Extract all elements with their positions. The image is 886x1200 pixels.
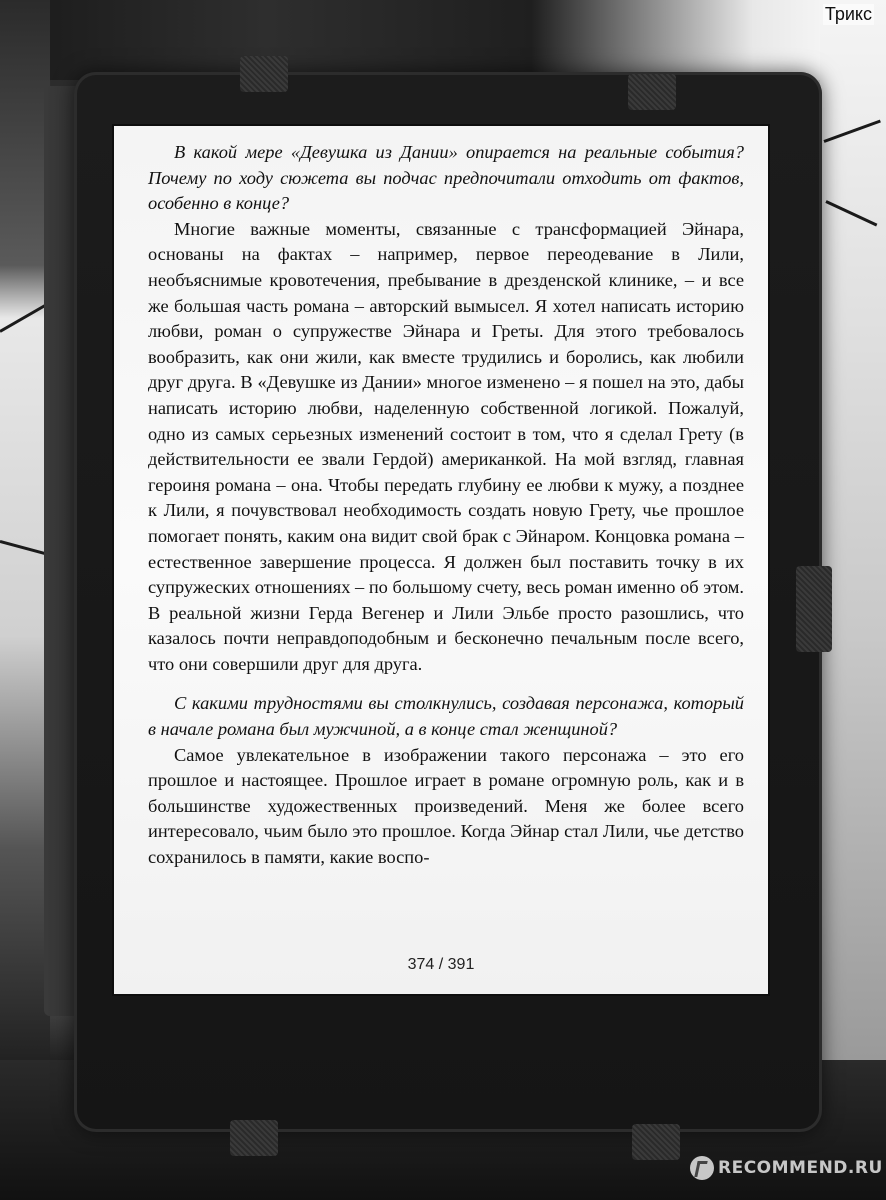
page-number: 374 / 391 (407, 956, 475, 973)
interview-question: С какими трудностями вы столкнулись, создавая персонажа, который в начале романа был мужчиной, а в конце стал женщиной? (148, 693, 744, 740)
cover-strap (628, 74, 676, 110)
watermark-text: RECOMMEND.RU (718, 1158, 883, 1178)
book-page-text (148, 140, 744, 871)
cover-strap (240, 56, 288, 92)
cover-strap-side (796, 566, 832, 652)
background-top (0, 0, 886, 80)
recommend-logo-icon (690, 1156, 714, 1180)
cover-strap (632, 1124, 680, 1160)
background-snow-left (0, 0, 50, 1060)
interview-answer: Самое увлекательное в изображении такого персонажа – это его прошлое и настоящее. Прошлое играет в романе огромную роль, как и в большинстве художественных произведений. Меня же более всего интересовало, чьим было это прошлое. Когда Эйнар стал Лили, чье детство сохранилось в памяти, какие воспо- (148, 744, 744, 868)
interview-question: В какой мере «Девушка из Дании» опирается на реальные события? Почему по ходу сюжета вы подчас предпочитали отходить от фактов, особенно в конце? (148, 142, 744, 214)
ereader-screen[interactable] (112, 124, 770, 996)
watermark (690, 1156, 883, 1180)
cover-strap (230, 1120, 278, 1156)
interview-answer: Многие важные моменты, связанные с трансформацией Эйнара, основаны на фактах – например, первое переодевание в Лили, необъяснимые кровотечения, пребывание в дрезденской клинике, – и все же большая часть романа – авторский вымысел. Я хотел написать историю любви, роман о супружестве Эйнара и Греты. Для этого требовалось вообразить, как они жили, как вместе трудились и боролись, как любили друг друга. В «Девушке из Дании» многое изменено – я пошел на это, дабы написать историю любви, наделенную собственной логикой. Пожалуй, одно из самых серьезных изменений состоит в том, что я сделал Грету (в действительности ее звали Гердой) американкой. На мой взгляд, главная героиня романа – она. Чтобы передать глубину ее любви к мужу, а позднее к Лили, я почувствовал необходимость создать новую Грету, чье прошлое помогает понять, каким она видит свой брак с Эйнаром. Концовка романа – естественное завершение процесса. Я должен был поставить точку в их супружеских отношениях – по большому счету, весь роман именно об этом. В реальной жизни Герда Вегенер и Лили Эльбе просто разошлись, что казалось почти неправдоподобным и бесконечно печальным после всего, что они совершили друг для друга. (148, 218, 744, 674)
background-snow-right (820, 0, 886, 1060)
source-tag: Трикс (824, 4, 872, 24)
